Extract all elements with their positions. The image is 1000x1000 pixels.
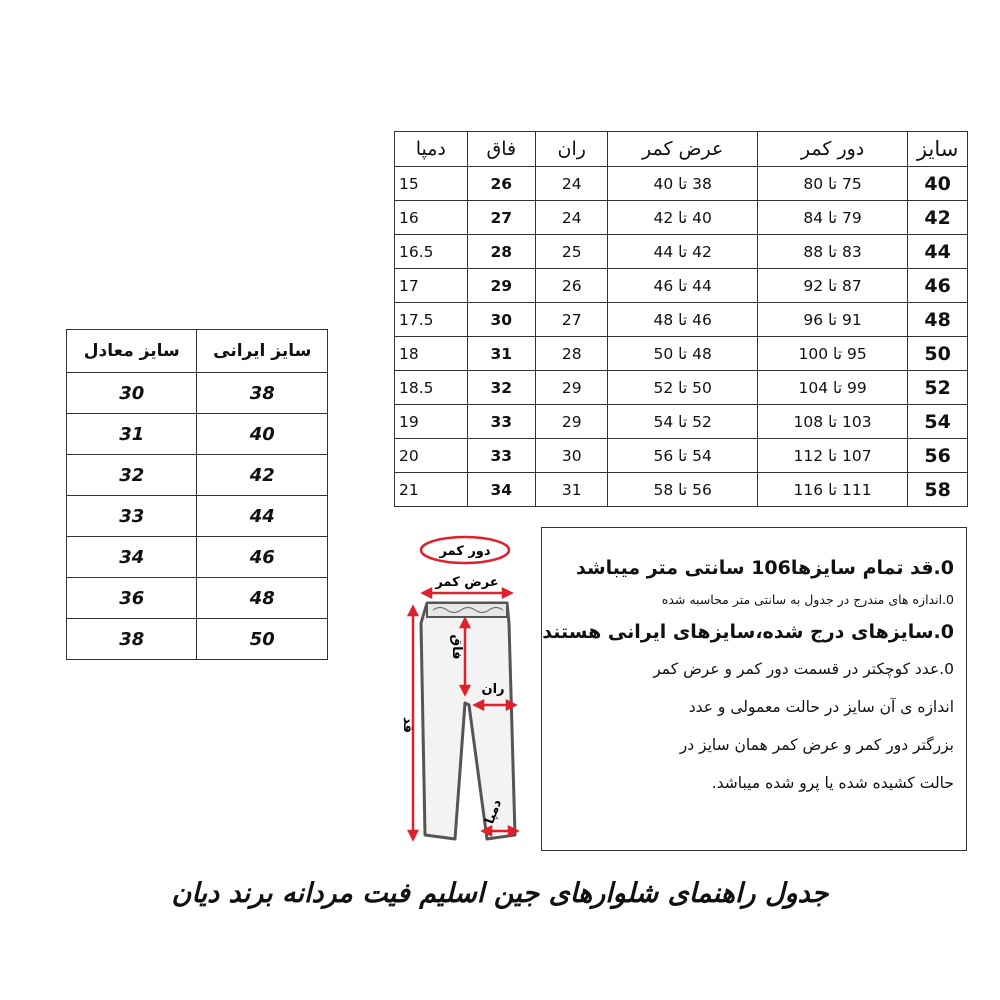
cell-iranian-size: 38: [197, 373, 328, 414]
cell-waist-width: 48 تا 50: [608, 337, 758, 371]
cell-rise: 31: [467, 337, 535, 371]
cell-thigh: 24: [536, 201, 608, 235]
notes-box: [541, 527, 967, 851]
table-row: [67, 373, 328, 414]
cell-waist-width: 56 تا 58: [608, 473, 758, 507]
cell-waist-width: 42 تا 44: [608, 235, 758, 269]
header-thigh: ران: [536, 132, 608, 167]
header-waist-width: عرض کمر: [608, 132, 758, 167]
cell-waist-width: 46 تا 48: [608, 303, 758, 337]
cell-hem: 16.5: [395, 235, 468, 269]
cell-hem: 15: [395, 167, 468, 201]
table-row: [67, 578, 328, 619]
cell-equivalent-size: 31: [67, 414, 197, 455]
table-row: [395, 201, 968, 235]
cell-equivalent-size: 38: [67, 619, 197, 660]
cell-iranian-size: 40: [197, 414, 328, 455]
table-row: [395, 405, 968, 439]
cell-rise: 28: [467, 235, 535, 269]
cell-iranian-size: 48: [197, 578, 328, 619]
cell-waist: 111 تا 116: [757, 473, 907, 507]
table-row: [67, 455, 328, 496]
cell-size: 46: [908, 269, 968, 303]
cell-waist: 95 تا 100: [757, 337, 907, 371]
cell-waist-width: 44 تا 46: [608, 269, 758, 303]
cell-rise: 26: [467, 167, 535, 201]
cell-thigh: 29: [536, 371, 608, 405]
note-line: 0.سایزهای درج شده،سایزهای ایرانی هستند: [542, 621, 954, 643]
cell-equivalent-size: 30: [67, 373, 197, 414]
cell-rise: 34: [467, 473, 535, 507]
table-row: [395, 235, 968, 269]
cell-hem: 19: [395, 405, 468, 439]
table-row: [67, 414, 328, 455]
header-size: سایز: [908, 132, 968, 167]
cell-hem: 18: [395, 337, 468, 371]
cell-equivalent-size: 32: [67, 455, 197, 496]
table-row: [395, 473, 968, 507]
cell-hem: 17.5: [395, 303, 468, 337]
cell-size: 50: [908, 337, 968, 371]
table-row: [395, 167, 968, 201]
equivalent-header-row: [67, 330, 328, 373]
diagram-hem-label: دمپا: [482, 797, 506, 827]
table-row: [395, 337, 968, 371]
cell-waist: 103 تا 108: [757, 405, 907, 439]
cell-size: 44: [908, 235, 968, 269]
header-rise: فاق: [467, 132, 535, 167]
cell-size: 58: [908, 473, 968, 507]
cell-rise: 29: [467, 269, 535, 303]
cell-equivalent-size: 36: [67, 578, 197, 619]
note-line: حالت کشیده شده یا پرو شده میباشد.: [711, 774, 954, 792]
cell-thigh: 25: [536, 235, 608, 269]
header-waist: دور کمر: [757, 132, 907, 167]
cell-rise: 27: [467, 201, 535, 235]
cell-thigh: 30: [536, 439, 608, 473]
diagram-thigh-label: ران: [481, 682, 505, 697]
cell-thigh: 31: [536, 473, 608, 507]
note-line: اندازه ی آن سایز در حالت معمولی و عدد: [688, 698, 954, 716]
note-line: 0.عدد کوچکتر در قسمت دور کمر و عرض کمر: [653, 660, 954, 678]
cell-thigh: 27: [536, 303, 608, 337]
cell-waist: 79 تا 84: [757, 201, 907, 235]
cell-hem: 17: [395, 269, 468, 303]
header-hem: دمپا: [395, 132, 468, 167]
cell-rise: 32: [467, 371, 535, 405]
cell-waist-width: 50 تا 52: [608, 371, 758, 405]
waist-width-arrow-icon: [423, 589, 511, 597]
cell-rise: 33: [467, 405, 535, 439]
diagram-rise-label: فاق: [449, 634, 464, 660]
cell-waist: 83 تا 88: [757, 235, 907, 269]
cell-size: 52: [908, 371, 968, 405]
header-iranian-size: سایز ایرانی: [197, 330, 328, 373]
table-row: [395, 371, 968, 405]
cell-waist-width: 38 تا 40: [608, 167, 758, 201]
cell-thigh: 28: [536, 337, 608, 371]
cell-size: 54: [908, 405, 968, 439]
size-chart-header-row: [395, 132, 968, 167]
cell-thigh: 26: [536, 269, 608, 303]
cell-thigh: 29: [536, 405, 608, 439]
cell-equivalent-size: 34: [67, 537, 197, 578]
cell-rise: 33: [467, 439, 535, 473]
cell-size: 42: [908, 201, 968, 235]
cell-waist: 99 تا 104: [757, 371, 907, 405]
cell-waist: 91 تا 96: [757, 303, 907, 337]
page-title: جدول راهنمای شلوارهای جین اسلیم فیت مردانه برند دیان: [171, 878, 829, 909]
cell-waist: 107 تا 112: [757, 439, 907, 473]
cell-thigh: 24: [536, 167, 608, 201]
cell-iranian-size: 44: [197, 496, 328, 537]
cell-waist-width: 40 تا 42: [608, 201, 758, 235]
cell-size: 48: [908, 303, 968, 337]
cell-size: 56: [908, 439, 968, 473]
note-line: 0.اندازه های مندرج در جدول به سانتی متر محاسبه شده: [661, 592, 954, 607]
cell-waist-width: 52 تا 54: [608, 405, 758, 439]
cell-iranian-size: 42: [197, 455, 328, 496]
cell-iranian-size: 50: [197, 619, 328, 660]
note-line: 0.قد تمام سایزها106 سانتی متر میباشد: [576, 557, 954, 579]
diagram-waist-width-label: عرض کمر: [435, 575, 499, 590]
table-row: [67, 496, 328, 537]
cell-waist-width: 54 تا 56: [608, 439, 758, 473]
equivalent-size-table: [66, 329, 328, 660]
cell-equivalent-size: 33: [67, 496, 197, 537]
pants-diagram: [395, 535, 530, 855]
diagram-length-label: قد: [400, 716, 415, 734]
diagram-waist-label: دور کمر: [439, 544, 491, 559]
table-row: [395, 303, 968, 337]
table-row: [67, 537, 328, 578]
cell-hem: 16: [395, 201, 468, 235]
table-row: [395, 439, 968, 473]
header-equivalent-size: سایز معادل: [67, 330, 197, 373]
cell-rise: 30: [467, 303, 535, 337]
cell-iranian-size: 46: [197, 537, 328, 578]
cell-waist: 75 تا 80: [757, 167, 907, 201]
table-row: [67, 619, 328, 660]
cell-size: 40: [908, 167, 968, 201]
note-line: بزرگتر دور کمر و عرض کمر همان سایز در: [679, 736, 954, 754]
size-chart-table: [394, 131, 968, 507]
waistband-icon: [427, 603, 507, 617]
cell-hem: 20: [395, 439, 468, 473]
cell-hem: 18.5: [395, 371, 468, 405]
cell-waist: 87 تا 92: [757, 269, 907, 303]
table-row: [395, 269, 968, 303]
cell-hem: 21: [395, 473, 468, 507]
